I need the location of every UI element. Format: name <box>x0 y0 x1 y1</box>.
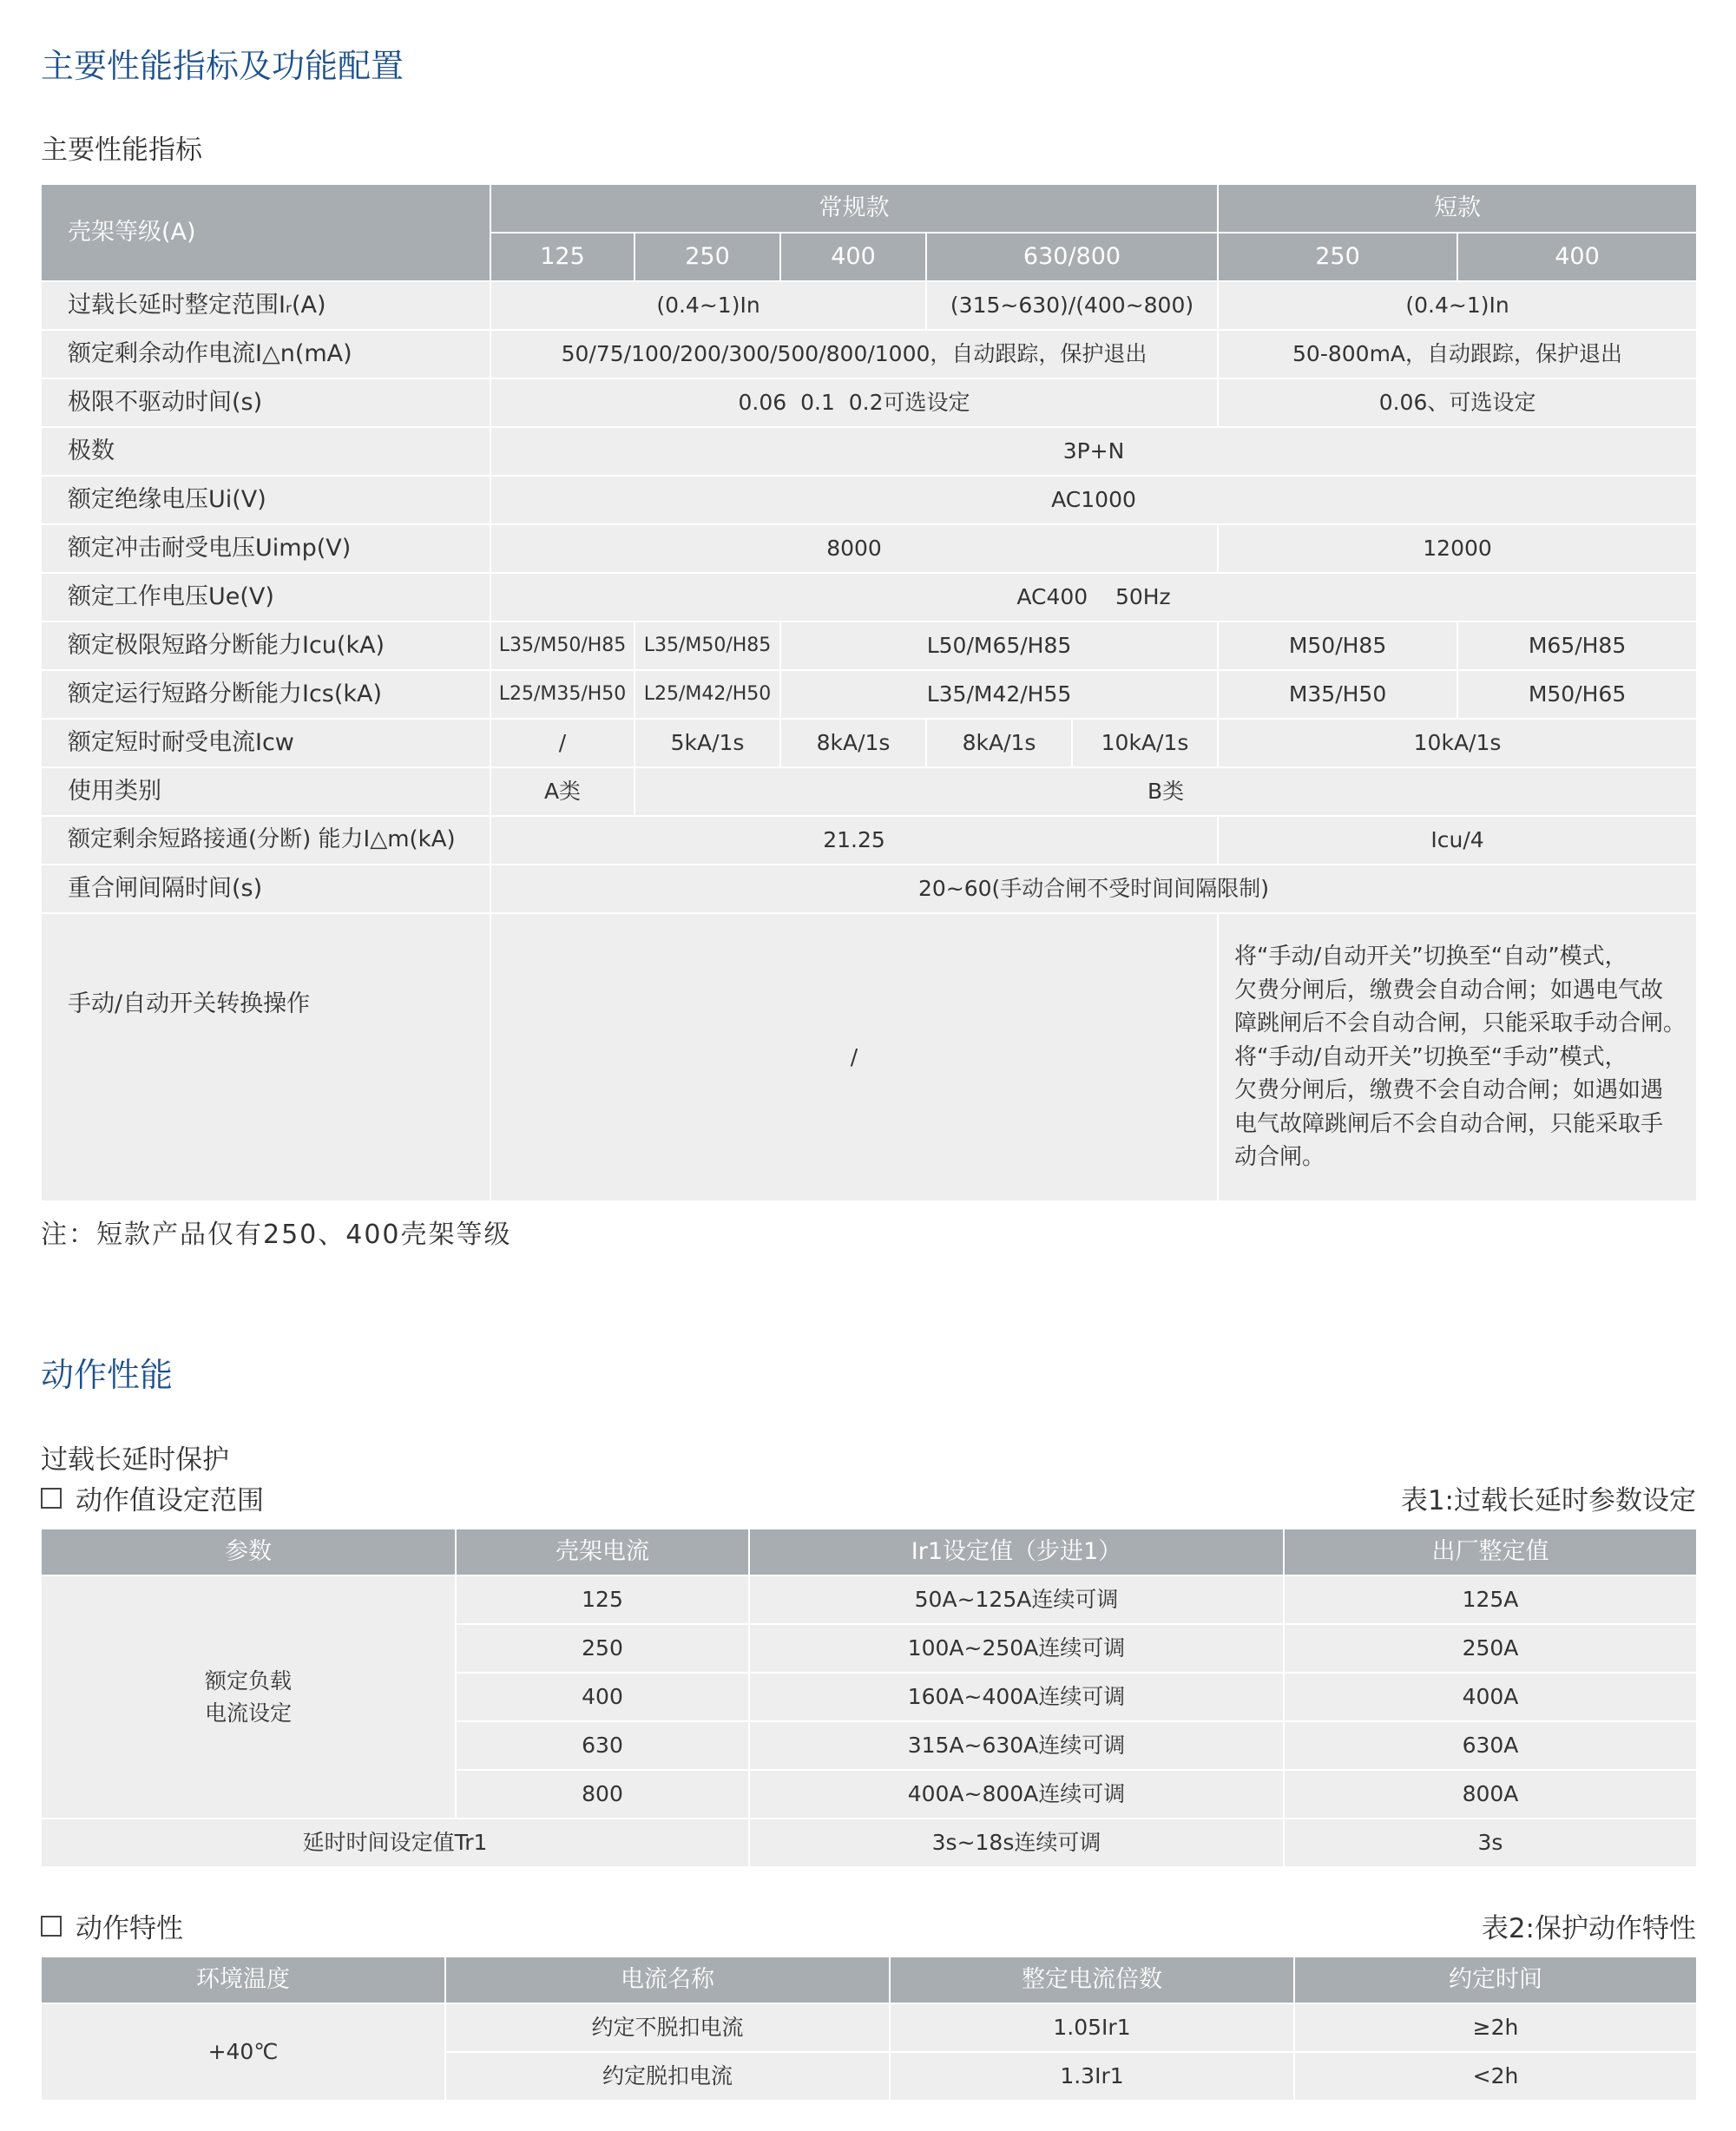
size-short-400: 400 <box>1457 233 1697 281</box>
checkbox-icon <box>41 1488 62 1509</box>
time-value: ≥2h <box>1294 2003 1697 2052</box>
footnote: 注：短款产品仅有250、400壳架等级 <box>41 1220 512 1250</box>
checkbox-label: 动作值设定范围 <box>76 1485 264 1516</box>
cell-value: 5kA/1s <box>635 719 780 767</box>
param-line: 电流设定 <box>204 1700 292 1726</box>
switch-description <box>1218 913 1697 1201</box>
row-icw <box>41 719 1697 767</box>
header-agreed-time: 约定时间 <box>1294 1957 1697 2003</box>
cell-value: 12000 <box>1218 524 1697 573</box>
cell-value: L35/M42/H55 <box>780 670 1218 719</box>
row-overload <box>41 281 1697 330</box>
header-param: 参数 <box>41 1529 456 1575</box>
row-switch <box>41 913 1697 1201</box>
header-ir1-setting: Ir1设定值（步进1） <box>749 1529 1284 1575</box>
description-line: 将“手动/自动开关”切换至“自动”模式， <box>1234 944 1628 970</box>
delay-factory: 3s <box>1284 1819 1697 1867</box>
size-regular-400: 400 <box>780 233 926 281</box>
row-label: 手动/自动开关转换操作 <box>41 913 490 1201</box>
cell-value: M35/H50 <box>1218 670 1457 719</box>
cell-value: A类 <box>490 767 635 816</box>
description-line: 欠费分闸后，缴费不会自动合闸；如遇如遇 <box>1234 1077 1664 1104</box>
frame-value: 630 <box>456 1721 749 1770</box>
frame-value: 250 <box>456 1624 749 1673</box>
table1-caption: 表1:过载长延时参数设定 <box>1400 1485 1696 1516</box>
frame-value: 125 <box>456 1575 749 1624</box>
cell-value: 0.06、可选设定 <box>1218 378 1697 427</box>
cell-value: / <box>490 913 1218 1201</box>
cell-value: AC1000 <box>490 476 1697 524</box>
row-category <box>41 767 1697 816</box>
time-value: <2h <box>1294 2052 1697 2101</box>
header-ambient-temp: 环境温度 <box>41 1957 445 2003</box>
cell-value: / <box>490 719 635 767</box>
description-line: 电气故障跳闸后不会自动合闸，只能采取手 <box>1234 1110 1664 1137</box>
checkbox-icon <box>41 1916 62 1937</box>
param-cell <box>41 1575 456 1819</box>
factory-value: 125A <box>1284 1575 1697 1624</box>
description-line: 障跳闸后不会自动合闸，只能采取手动合闸。 <box>1234 1010 1687 1037</box>
setting-value: 315A~630A连续可调 <box>749 1721 1284 1770</box>
current-name: 约定脱扣电流 <box>445 2052 890 2101</box>
size-short-250: 250 <box>1218 233 1457 281</box>
row-ui <box>41 476 1697 524</box>
row-uimp <box>41 524 1697 573</box>
temp-cell: +40℃ <box>41 2003 445 2101</box>
cell-value: AC400 50Hz <box>490 573 1697 622</box>
header-multiple: 整定电流倍数 <box>890 1957 1294 2003</box>
header-factory-value: 出厂整定值 <box>1284 1529 1697 1575</box>
row-label: 过载长延时整定范围Iᵣ(A) <box>41 281 490 330</box>
subtitle-main-indicators: 主要性能指标 <box>41 135 202 166</box>
cell-value: (0.4~1)In <box>1218 281 1697 330</box>
row-idm <box>41 816 1697 865</box>
row-label: 额定短时耐受电流Icw <box>41 719 490 767</box>
frame-value: 800 <box>456 1770 749 1819</box>
current-name: 约定不脱扣电流 <box>445 2003 890 2052</box>
row-residual <box>41 330 1697 378</box>
cell-value: 10kA/1s <box>1072 719 1218 767</box>
section-title-action: 动作性能 <box>41 1356 174 1394</box>
factory-value: 400A <box>1284 1673 1697 1721</box>
table-row <box>41 2003 1697 2052</box>
checkbox-row-action-characteristics <box>41 1906 183 1945</box>
cell-value: 50/75/100/200/300/500/800/1000，自动跟踪，保护退出 <box>490 330 1218 378</box>
group-short: 短款 <box>1218 184 1697 233</box>
row-label: 重合闸间隔时间(s) <box>41 865 490 913</box>
section-title-performance: 主要性能指标及功能配置 <box>41 47 404 85</box>
size-regular-250: 250 <box>635 233 780 281</box>
cell-value: L35/M50/H85 <box>635 622 780 670</box>
cell-value: 0.06 0.1 0.2可选设定 <box>490 378 1218 427</box>
header-frame-current: 壳架电流 <box>456 1529 749 1575</box>
cell-value: 10kA/1s <box>1218 719 1697 767</box>
description-line: 动合闸。 <box>1234 1144 1325 1171</box>
cell-value: 8kA/1s <box>780 719 926 767</box>
row-label: 额定剩余短路接通(分断) 能力I△m(kA) <box>41 816 490 865</box>
row-reclose <box>41 865 1697 913</box>
row-label: 额定绝缘电压Ui(V) <box>41 476 490 524</box>
cell-value: 50-800mA，自动跟踪，保护退出 <box>1218 330 1697 378</box>
cell-value: 8000 <box>490 524 1218 573</box>
cell-value: 21.25 <box>490 816 1218 865</box>
delay-label: 延时时间设定值Tr1 <box>41 1819 749 1867</box>
param-line: 额定负载 <box>204 1667 292 1694</box>
description-line: 将“手动/自动开关”切换至“手动”模式， <box>1234 1043 1628 1070</box>
row-label: 额定工作电压Ue(V) <box>41 573 490 622</box>
factory-value: 250A <box>1284 1624 1697 1673</box>
table-row-delay <box>41 1819 1697 1867</box>
row-label: 极限不驱动时间(s) <box>41 378 490 427</box>
header-current-name: 电流名称 <box>445 1957 890 2003</box>
row-label: 额定冲击耐受电压Uimp(V) <box>41 524 490 573</box>
cell-value: M50/H85 <box>1218 622 1457 670</box>
row-label: 额定极限短路分断能力Icu(kA) <box>41 622 490 670</box>
group-regular: 常规款 <box>490 184 1218 233</box>
setting-value: 160A~400A连续可调 <box>749 1673 1284 1721</box>
cell-value: L35/M50/H85 <box>490 622 635 670</box>
row-icu <box>41 622 1697 670</box>
size-regular-630-800: 630/800 <box>926 233 1218 281</box>
row-ics <box>41 670 1697 719</box>
protection-characteristics-table <box>40 1956 1698 2101</box>
cell-value: M65/H85 <box>1457 622 1697 670</box>
multiple-value: 1.3Ir1 <box>890 2052 1294 2101</box>
table2-caption: 表2:保护动作特性 <box>1481 1913 1696 1944</box>
spec-table <box>40 183 1698 1202</box>
setting-value: 100A~250A连续可调 <box>749 1624 1284 1673</box>
setting-value: 50A~125A连续可调 <box>749 1575 1284 1624</box>
frame-value: 400 <box>456 1673 749 1721</box>
multiple-value: 1.05Ir1 <box>890 2003 1294 2052</box>
cell-value: M50/H65 <box>1457 670 1697 719</box>
cell-value: L25/M42/H50 <box>635 670 780 719</box>
factory-value: 800A <box>1284 1770 1697 1819</box>
cell-value: 8kA/1s <box>926 719 1072 767</box>
cell-value: L25/M35/H50 <box>490 670 635 719</box>
cell-value: L50/M65/H85 <box>780 622 1218 670</box>
cell-value: 3P+N <box>490 427 1697 476</box>
cell-value: B类 <box>635 767 1697 816</box>
overload-parameter-table <box>40 1528 1698 1868</box>
cell-value: (0.4~1)In <box>490 281 926 330</box>
setting-value: 400A~800A连续可调 <box>749 1770 1284 1819</box>
frame-label-cell: 壳架等级(A) <box>41 184 490 281</box>
row-label: 额定运行短路分断能力Ics(kA) <box>41 670 490 719</box>
row-label: 额定剩余动作电流I△n(mA) <box>41 330 490 378</box>
cell-value: Icu/4 <box>1218 816 1697 865</box>
row-ue <box>41 573 1697 622</box>
checkbox-row-setting-range <box>41 1478 264 1517</box>
row-label: 使用类别 <box>41 767 490 816</box>
size-regular-125: 125 <box>490 233 635 281</box>
subtitle-overload-protection: 过载长延时保护 <box>41 1444 229 1476</box>
row-label: 极数 <box>41 427 490 476</box>
description-line: 欠费分闸后，缴费会自动合闸；如遇电气故 <box>1234 977 1664 1003</box>
delay-setting: 3s~18s连续可调 <box>749 1819 1284 1867</box>
table-row <box>41 1575 1697 1624</box>
cell-value: (315~630)/(400~800) <box>926 281 1218 330</box>
cell-value: 20~60(手动合闸不受时间间隔限制) <box>490 865 1697 913</box>
row-poles <box>41 427 1697 476</box>
checkbox-label: 动作特性 <box>76 1913 183 1944</box>
factory-value: 630A <box>1284 1721 1697 1770</box>
row-nondrive <box>41 378 1697 427</box>
